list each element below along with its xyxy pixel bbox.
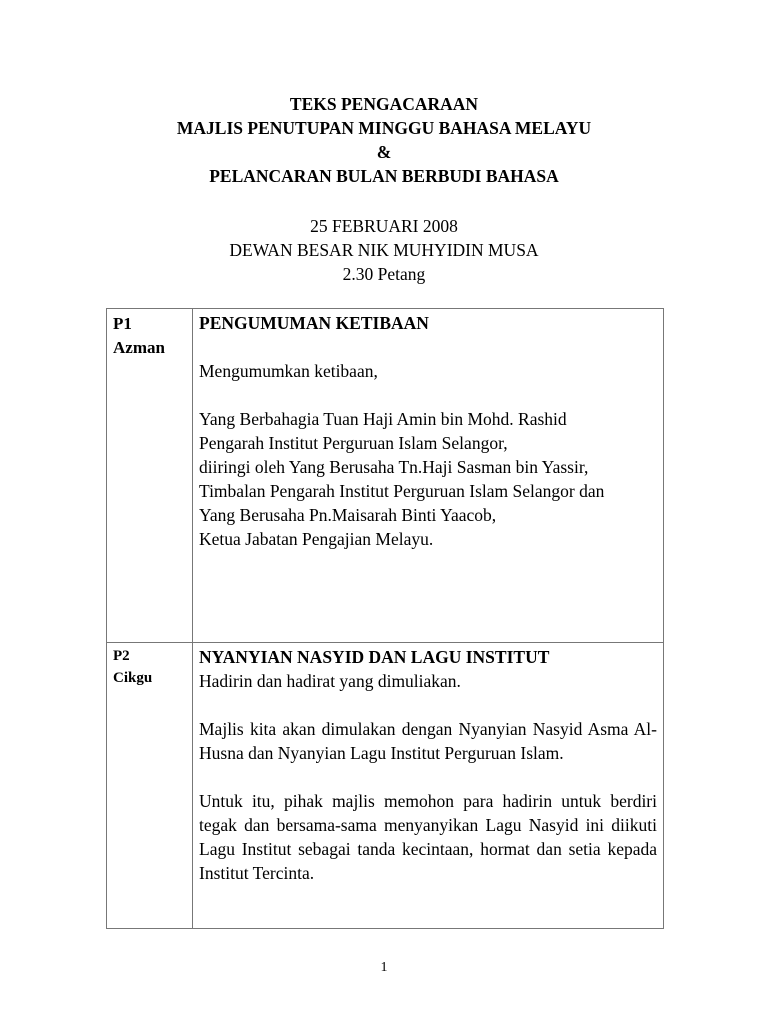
segment-intro: Mengumumkan ketibaan,	[199, 361, 378, 381]
segment-heading: PENGUMUMAN KETIBAAN	[199, 313, 429, 333]
content-cell	[193, 643, 664, 929]
segment-paragraph: Majlis kita akan dimulakan dengan Nyanyian Nasyid Asma Al-Husna dan Nyanyian Lagu Institut Perguruan Islam.	[199, 719, 657, 763]
content-cell	[193, 309, 664, 643]
event-venue: DEWAN BESAR NIK MUHYIDIN MUSA	[229, 240, 539, 260]
table-row	[107, 643, 664, 929]
speaker-cell	[107, 643, 193, 929]
table-row	[107, 309, 664, 643]
title-line-3: &	[376, 142, 392, 162]
event-time: 2.30 Petang	[342, 264, 426, 284]
page-number: 1	[380, 960, 388, 975]
speaker-name: Cikgu	[113, 670, 153, 686]
event-info	[0, 214, 768, 286]
announcement-line: Ketua Jabatan Pengajian Melayu.	[199, 529, 434, 549]
title-line-4: PELANCARAN BULAN BERBUDI BAHASA	[209, 166, 559, 186]
script-table	[106, 308, 664, 929]
segment-paragraph: Untuk itu, pihak majlis memohon para hadirin untuk berdiri tegak dan bersama-sama menyanyikan Lagu Nasyid ini diikuti Lagu Institut sebagai tanda kecintaan, hormat dan setia kepada Institut Tercinta.	[199, 791, 657, 883]
speaker-name: Azman	[113, 338, 165, 357]
speaker-cell	[107, 309, 193, 643]
announcement-line: Timbalan Pengarah Institut Perguruan Islam Selangor dan	[199, 481, 605, 501]
segment-greeting: Hadirin dan hadirat yang dimuliakan.	[199, 671, 461, 691]
segment-heading: NYANYIAN NASYID DAN LAGU INSTITUT	[199, 647, 550, 667]
segment-code: P2	[113, 648, 130, 664]
document-title	[0, 92, 768, 188]
title-line-2: MAJLIS PENUTUPAN MINGGU BAHASA MELAYU	[176, 118, 592, 138]
announcement-line: Pengarah Institut Perguruan Islam Selangor,	[199, 433, 508, 453]
event-date: 25 FEBRUARI 2008	[310, 216, 458, 236]
announcement-line: Yang Berusaha Pn.Maisarah Binti Yaacob,	[199, 505, 497, 525]
announcement-line: diiringi oleh Yang Berusaha Tn.Haji Sasman bin Yassir,	[199, 457, 589, 477]
segment-code: P1	[113, 314, 132, 333]
title-line-1: TEKS PENGACARAAN	[289, 94, 479, 114]
announcement-line: Yang Berbahagia Tuan Haji Amin bin Mohd. Rashid	[199, 409, 567, 429]
